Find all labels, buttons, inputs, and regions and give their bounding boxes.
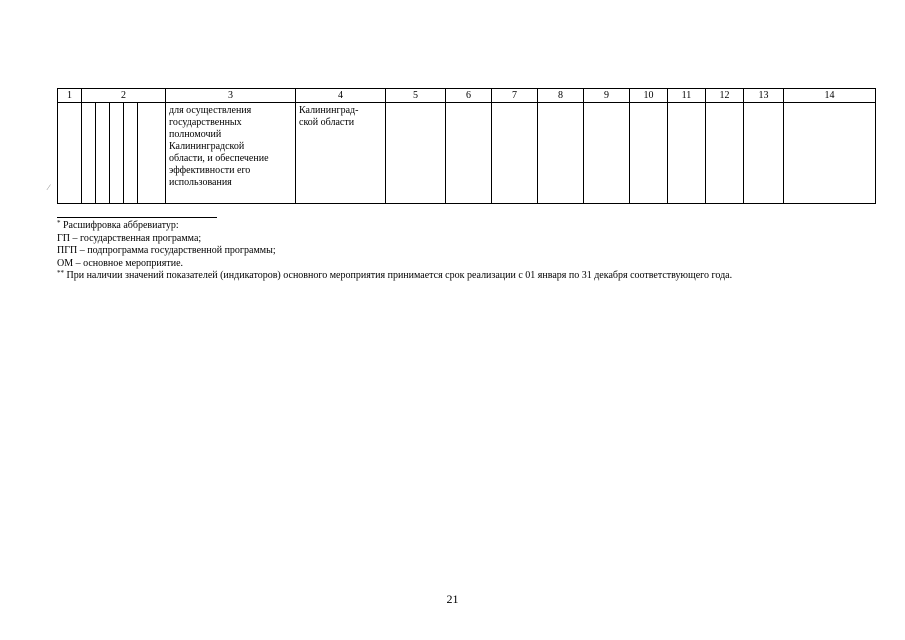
table-cell-empty <box>110 103 124 204</box>
table-cell-empty <box>706 103 744 204</box>
col3-line: государственных <box>169 117 242 128</box>
margin-scan-mark: ⁄ <box>48 183 50 192</box>
header-cell-3: 3 <box>166 89 296 103</box>
table-cell-col4 <box>296 103 386 204</box>
header-cell-12: 12 <box>706 89 744 103</box>
col3-line: для осуществления <box>169 105 252 116</box>
col4-line: Калининград- <box>299 105 359 116</box>
col3-line: использования <box>169 177 232 188</box>
table-cell-empty <box>58 103 82 204</box>
footnote-note2-text: При наличии значений показателей (индикаторов) основного мероприятия принимается срок реализации с 01 января по 31 декабря соответствующего года. <box>66 270 733 281</box>
header-cell-8: 8 <box>538 89 584 103</box>
header-cell-10: 10 <box>630 89 668 103</box>
main-table-container <box>57 88 876 204</box>
table-cell-empty <box>96 103 110 204</box>
table-row <box>58 103 876 204</box>
footnote-abbr-gp: ГП – государственная программа; <box>57 232 202 244</box>
header-cell-1: 1 <box>58 89 82 103</box>
col4-line: ской области <box>299 117 355 128</box>
table-cell-empty <box>744 103 784 204</box>
table-cell-col3 <box>166 103 296 204</box>
table-cell-empty <box>82 103 96 204</box>
footnote-abbr-pgp: ПГП – подпрограмма государственной программы; <box>57 245 276 256</box>
table-cell-empty <box>138 103 166 204</box>
header-cell-11: 11 <box>668 89 706 103</box>
col3-line: Калининградской <box>169 141 245 152</box>
col3-line: области, и обеспечение <box>169 153 269 164</box>
header-row <box>58 89 876 103</box>
footnote-abbr-title <box>57 220 877 233</box>
table-cell-empty <box>538 103 584 204</box>
table-cell-empty <box>630 103 668 204</box>
header-cell-6: 6 <box>446 89 492 103</box>
table-cell-empty <box>584 103 630 204</box>
main-table <box>57 88 876 204</box>
footnote-marker: * <box>57 219 61 227</box>
header-cell-4: 4 <box>296 89 386 103</box>
footnote-separator <box>57 217 217 218</box>
page-number: 21 <box>446 592 459 606</box>
table-cell-empty <box>124 103 138 204</box>
header-cell-5: 5 <box>386 89 446 103</box>
table-cell-empty <box>784 103 876 204</box>
header-cell-14: 14 <box>784 89 876 103</box>
footnote-abbr-title-text: Расшифровка аббревиатур: <box>63 220 179 231</box>
table-cell-empty <box>668 103 706 204</box>
footnote-marker: ** <box>57 269 64 277</box>
table-cell-empty <box>446 103 492 204</box>
footnotes <box>57 217 877 283</box>
header-cell-2: 2 <box>82 89 166 103</box>
header-cell-7: 7 <box>492 89 538 103</box>
col3-line: полномочий <box>169 129 222 140</box>
table-cell-empty <box>386 103 446 204</box>
footnote-note2 <box>57 270 877 283</box>
header-cell-9: 9 <box>584 89 630 103</box>
footnote-abbr-om: ОМ – основное мероприятие. <box>57 257 184 269</box>
header-cell-13: 13 <box>744 89 784 103</box>
col3-line: эффективности его <box>169 165 251 176</box>
table-cell-empty <box>492 103 538 204</box>
